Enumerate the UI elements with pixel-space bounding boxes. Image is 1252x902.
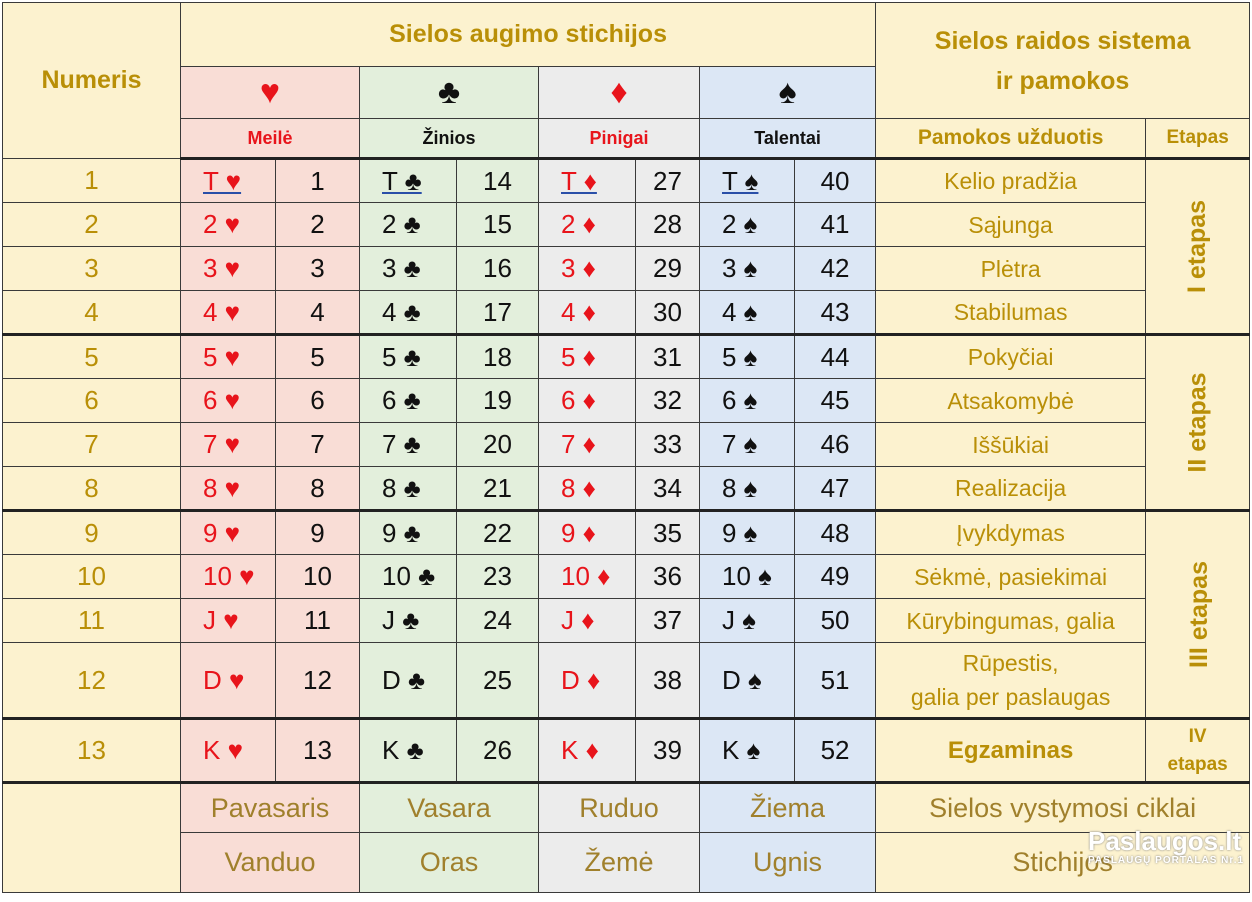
element-label: Vanduo xyxy=(181,833,360,893)
row-number: 5 xyxy=(3,335,181,379)
card-value: 43 xyxy=(795,291,876,335)
lesson-task-header: Pamokos užduotis xyxy=(876,119,1146,159)
card-cell: 2 ♦ xyxy=(539,203,636,247)
element-label: Ugnis xyxy=(700,833,876,893)
card-cell: K ♥ xyxy=(181,719,276,783)
lesson-text: Kūrybingumas, galia xyxy=(876,599,1146,643)
card-cell: 8 ♦ xyxy=(539,467,636,511)
card-cell: 6 ♦ xyxy=(539,379,636,423)
suit-name-pinigai: Pinigai xyxy=(539,119,700,159)
card-value: 47 xyxy=(795,467,876,511)
system-title: Sielos raidos sistema ir pamokos xyxy=(876,3,1250,119)
soul-development-table xyxy=(2,2,1250,893)
card-value: 35 xyxy=(636,511,700,555)
season-label: Žiema xyxy=(700,783,876,833)
row-number: 1 xyxy=(3,159,181,203)
card-value: 42 xyxy=(795,247,876,291)
card-cell: 2 ♠ xyxy=(700,203,795,247)
card-cell: 7 ♠ xyxy=(700,423,795,467)
season-label: Pavasaris xyxy=(181,783,360,833)
table-row xyxy=(3,467,1250,511)
table-row xyxy=(3,423,1250,467)
card-value: 23 xyxy=(457,555,539,599)
card-value: 24 xyxy=(457,599,539,643)
lesson-text: Rūpestis, galia per paslaugas xyxy=(876,643,1146,719)
card-cell: 8 ♥ xyxy=(181,467,276,511)
card-cell: 6 ♥ xyxy=(181,379,276,423)
row-number: 4 xyxy=(3,291,181,335)
card-cell: 2 ♣ xyxy=(360,203,457,247)
table-row xyxy=(3,203,1250,247)
stage-header: Etapas xyxy=(1146,119,1250,159)
season-label: Vasara xyxy=(360,783,539,833)
card-cell: 5 ♣ xyxy=(360,335,457,379)
card-value: 9 xyxy=(276,511,360,555)
card-cell: 9 ♣ xyxy=(360,511,457,555)
card-value: 14 xyxy=(457,159,539,203)
table-row xyxy=(3,555,1250,599)
elements-label: Stichijos xyxy=(876,833,1250,893)
card-cell: 4 ♥ xyxy=(181,291,276,335)
card-cell: 9 ♠ xyxy=(700,511,795,555)
card-value: 27 xyxy=(636,159,700,203)
row-number: 11 xyxy=(3,599,181,643)
card-cell: D ♠ xyxy=(700,643,795,719)
card-value: 16 xyxy=(457,247,539,291)
card-value: 36 xyxy=(636,555,700,599)
card-cell: 6 ♣ xyxy=(360,379,457,423)
stage-label: II etapas xyxy=(1146,335,1250,511)
card-value: 46 xyxy=(795,423,876,467)
row-number: 12 xyxy=(3,643,181,719)
suit-name-zinios: Žinios xyxy=(360,119,539,159)
row-number: 3 xyxy=(3,247,181,291)
card-value: 7 xyxy=(276,423,360,467)
lesson-text: Kelio pradžia xyxy=(876,159,1146,203)
row-number: 6 xyxy=(3,379,181,423)
card-cell: 4 ♦ xyxy=(539,291,636,335)
card-value: 17 xyxy=(457,291,539,335)
lesson-text: Stabilumas xyxy=(876,291,1146,335)
card-value: 13 xyxy=(276,719,360,783)
card-value: 28 xyxy=(636,203,700,247)
card-cell: D ♦ xyxy=(539,643,636,719)
card-cell: T ♣ xyxy=(360,159,457,203)
card-cell: 8 ♣ xyxy=(360,467,457,511)
row-number: 8 xyxy=(3,467,181,511)
lesson-text: Iššūkiai xyxy=(876,423,1146,467)
card-cell: 3 ♥ xyxy=(181,247,276,291)
card-cell: D ♣ xyxy=(360,643,457,719)
card-value: 11 xyxy=(276,599,360,643)
card-value: 12 xyxy=(276,643,360,719)
card-value: 18 xyxy=(457,335,539,379)
card-cell: 5 ♥ xyxy=(181,335,276,379)
suit-name-talentai: Talentai xyxy=(700,119,876,159)
card-cell: T ♦ xyxy=(539,159,636,203)
cycles-label: Sielos vystymosi ciklai xyxy=(876,783,1250,833)
row-number: 7 xyxy=(3,423,181,467)
card-cell: 10 ♣ xyxy=(360,555,457,599)
lesson-text: Egzaminas xyxy=(876,719,1146,783)
card-cell: 4 ♣ xyxy=(360,291,457,335)
card-cell: 3 ♠ xyxy=(700,247,795,291)
lesson-text: Įvykdymas xyxy=(876,511,1146,555)
lesson-text: Pokyčiai xyxy=(876,335,1146,379)
card-cell: 3 ♦ xyxy=(539,247,636,291)
numeris-header: Numeris xyxy=(3,3,181,159)
card-value: 15 xyxy=(457,203,539,247)
card-cell: 5 ♠ xyxy=(700,335,795,379)
card-value: 6 xyxy=(276,379,360,423)
lesson-text: Atsakomybė xyxy=(876,379,1146,423)
card-cell: J ♠ xyxy=(700,599,795,643)
stage-label: IV etapas xyxy=(1146,719,1250,783)
suit-name-meile: Meilė xyxy=(181,119,360,159)
lesson-text: Sąjunga xyxy=(876,203,1146,247)
card-cell: 9 ♥ xyxy=(181,511,276,555)
paslaugos-watermark: Paslaugos.lt PASLAUGŲ PORTALAS Nr.1 xyxy=(1088,826,1245,866)
card-value: 5 xyxy=(276,335,360,379)
card-value: 40 xyxy=(795,159,876,203)
card-value: 48 xyxy=(795,511,876,555)
card-value: 8 xyxy=(276,467,360,511)
diamond-icon: ♦ xyxy=(539,67,700,119)
card-cell: T ♠ xyxy=(700,159,795,203)
table-row xyxy=(3,511,1250,555)
table-row xyxy=(3,335,1250,379)
card-value: 1 xyxy=(276,159,360,203)
row-number: 2 xyxy=(3,203,181,247)
club-icon: ♣ xyxy=(360,67,539,119)
card-value: 3 xyxy=(276,247,360,291)
card-cell: T ♥ xyxy=(181,159,276,203)
table-row xyxy=(3,719,1250,783)
table-row xyxy=(3,599,1250,643)
row-number: 9 xyxy=(3,511,181,555)
card-cell: K ♦ xyxy=(539,719,636,783)
card-value: 4 xyxy=(276,291,360,335)
card-cell: 10 ♠ xyxy=(700,555,795,599)
season-label: Ruduo xyxy=(539,783,700,833)
card-cell: 7 ♣ xyxy=(360,423,457,467)
table-row xyxy=(3,379,1250,423)
card-value: 51 xyxy=(795,643,876,719)
table-row xyxy=(3,247,1250,291)
card-value: 39 xyxy=(636,719,700,783)
stage-label: III etapas xyxy=(1146,511,1250,719)
card-cell: 2 ♥ xyxy=(181,203,276,247)
card-value: 20 xyxy=(457,423,539,467)
footer-blank xyxy=(3,783,181,893)
card-value: 31 xyxy=(636,335,700,379)
card-cell: J ♥ xyxy=(181,599,276,643)
card-value: 22 xyxy=(457,511,539,555)
card-value: 49 xyxy=(795,555,876,599)
row-number: 13 xyxy=(3,719,181,783)
lesson-text: Sėkmė, pasiekimai xyxy=(876,555,1146,599)
card-value: 45 xyxy=(795,379,876,423)
card-value: 19 xyxy=(457,379,539,423)
elements-title: Sielos augimo stichijos xyxy=(181,3,876,67)
card-cell: J ♣ xyxy=(360,599,457,643)
card-value: 50 xyxy=(795,599,876,643)
card-cell: 4 ♠ xyxy=(700,291,795,335)
stage-label: I etapas xyxy=(1146,159,1250,335)
element-label: Oras xyxy=(360,833,539,893)
card-value: 41 xyxy=(795,203,876,247)
card-cell: 8 ♠ xyxy=(700,467,795,511)
card-value: 10 xyxy=(276,555,360,599)
card-cell: 6 ♠ xyxy=(700,379,795,423)
card-cell: 7 ♥ xyxy=(181,423,276,467)
card-value: 29 xyxy=(636,247,700,291)
card-cell: 10 ♥ xyxy=(181,555,276,599)
card-cell: 10 ♦ xyxy=(539,555,636,599)
spade-icon: ♠ xyxy=(700,67,876,119)
heart-icon: ♥ xyxy=(181,67,360,119)
table-row xyxy=(3,159,1250,203)
card-value: 34 xyxy=(636,467,700,511)
card-cell: 7 ♦ xyxy=(539,423,636,467)
row-number: 10 xyxy=(3,555,181,599)
element-label: Žemė xyxy=(539,833,700,893)
card-value: 37 xyxy=(636,599,700,643)
lesson-text: Plėtra xyxy=(876,247,1146,291)
card-value: 26 xyxy=(457,719,539,783)
table-row xyxy=(3,643,1250,719)
card-value: 44 xyxy=(795,335,876,379)
card-value: 21 xyxy=(457,467,539,511)
lesson-text: Realizacija xyxy=(876,467,1146,511)
card-cell: D ♥ xyxy=(181,643,276,719)
card-value: 33 xyxy=(636,423,700,467)
card-value: 52 xyxy=(795,719,876,783)
card-value: 2 xyxy=(276,203,360,247)
card-value: 32 xyxy=(636,379,700,423)
card-value: 38 xyxy=(636,643,700,719)
card-value: 25 xyxy=(457,643,539,719)
card-cell: K ♠ xyxy=(700,719,795,783)
table-row xyxy=(3,291,1250,335)
card-cell: 3 ♣ xyxy=(360,247,457,291)
card-cell: J ♦ xyxy=(539,599,636,643)
card-cell: K ♣ xyxy=(360,719,457,783)
card-value: 30 xyxy=(636,291,700,335)
card-cell: 9 ♦ xyxy=(539,511,636,555)
card-cell: 5 ♦ xyxy=(539,335,636,379)
